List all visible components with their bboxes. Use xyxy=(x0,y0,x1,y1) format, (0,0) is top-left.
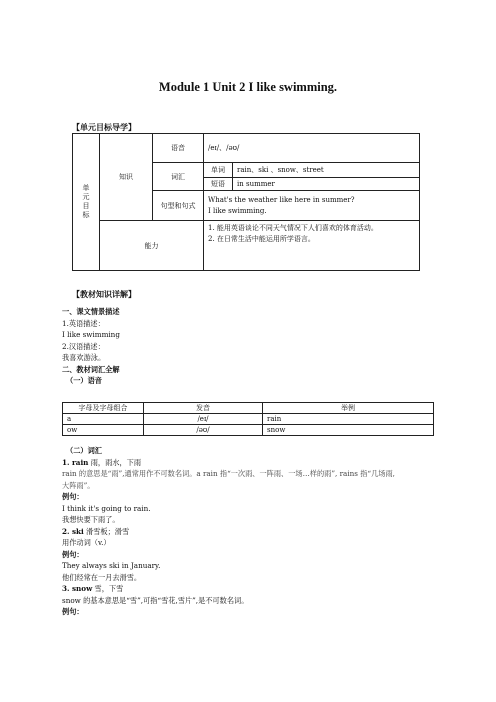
vocab-2-word: 2. ski xyxy=(62,526,84,536)
word-value: rain、ski 、snow、street xyxy=(233,163,420,178)
ability-line-2: 2. 在日常生活中能运用所学语言。 xyxy=(208,235,315,243)
example-label: 例句： xyxy=(62,607,84,616)
heading-two: 二、教材词汇全解 xyxy=(62,364,120,374)
word-label: 单词 xyxy=(204,163,233,178)
sentence-label: 句型和句式 xyxy=(153,191,204,221)
table-row xyxy=(63,425,434,436)
example-label: 例句： xyxy=(62,549,84,559)
vocab-3-head xyxy=(62,583,434,595)
vocab-3-meaning: 雪，下雪 xyxy=(92,584,124,593)
vocab-1-desc-1: rain 的意思是“雨”,通常用作不可数名词。a rain 指“一次雨、一阵雨、一场…样的雨”, rains 指“几场雨, xyxy=(62,469,395,478)
cn-desc: 我喜欢游泳。 xyxy=(62,353,106,362)
col-header: 发音 xyxy=(144,403,263,414)
vocab-1-head xyxy=(62,457,434,469)
phonetics-table xyxy=(62,402,434,436)
section-knowledge: 【教材知识详解】 xyxy=(72,289,136,299)
example-label: 例句： xyxy=(62,492,84,501)
sentence-line-1: What's the weather like here in summer? xyxy=(208,195,355,204)
phrase-value: in summer xyxy=(233,178,420,191)
vocab-1-desc-2: 大阵雨”。 xyxy=(62,480,95,490)
table-row xyxy=(63,414,434,425)
table-cell: ow xyxy=(63,425,144,436)
vocab-label: 词汇 xyxy=(153,163,204,191)
heading-one: 一、课文情景描述 xyxy=(62,307,120,316)
section-unit-goals: 【单元目标导学】 xyxy=(72,122,136,132)
vocab-1-word: 1. rain xyxy=(62,457,89,467)
vocab-3-desc: snow 的基本意思是“雪”,可指“雪花,雪片”,是不可数名词。 xyxy=(62,595,249,605)
cn-desc-label: 2.汉语描述： xyxy=(62,341,105,351)
vocab-2-head xyxy=(62,526,434,538)
vocab-2-meaning: 滑雪板；滑雪 xyxy=(83,526,130,536)
table-cell: rain xyxy=(263,414,434,425)
sentence-value xyxy=(204,191,420,221)
content-block-2 xyxy=(62,445,434,618)
vocab-1-example-en: I think it's going to rain. xyxy=(62,503,151,513)
page-title: Module 1 Unit 2 I like swimming. xyxy=(158,80,338,94)
vocab-2-example-cn: 他们经常在一月去滑雪。 xyxy=(62,572,142,582)
ability-line-1: 1. 能用英语谈论不同天气情况下人们喜欢的体育活动。 xyxy=(208,224,378,232)
sentence-line-2: I like swimming. xyxy=(208,206,267,215)
col-header: 字母及字母组合 xyxy=(63,403,144,414)
content-block-1 xyxy=(62,306,442,387)
table-cell: snow xyxy=(263,425,434,436)
heading-vocab: （二）词汇 xyxy=(66,446,102,455)
heading-phonetics: （一）语音 xyxy=(66,376,102,385)
table-cell: /əʊ/ xyxy=(144,425,263,436)
en-desc-label: 1.英语描述： xyxy=(62,318,105,328)
vocab-3-word: 3. snow xyxy=(62,584,93,593)
unit-goals-label: 单元目标 xyxy=(73,134,100,271)
ability-label: 能力 xyxy=(100,221,204,271)
vocab-1-meaning: 雨，雨水，下雨 xyxy=(88,457,142,467)
unit-goals-table xyxy=(72,133,420,271)
table-cell: a xyxy=(63,414,144,425)
table-cell: /eɪ/ xyxy=(144,414,263,425)
vocab-2-example-en: They always ski in January. xyxy=(62,561,161,570)
phrase-label: 短语 xyxy=(204,178,233,191)
ability-value xyxy=(204,221,420,271)
col-header: 举例 xyxy=(263,403,434,414)
vocab-2-usage: 用作动词（v.） xyxy=(62,538,111,547)
en-desc: I like swimming xyxy=(62,330,120,339)
pronunciation-value: /eɪ/、/əʊ/ xyxy=(204,134,420,163)
vocab-1-example-cn: 我想快要下雨了。 xyxy=(62,515,120,524)
knowledge-label: 知识 xyxy=(100,134,153,221)
pronunciation-label: 语音 xyxy=(153,134,204,163)
